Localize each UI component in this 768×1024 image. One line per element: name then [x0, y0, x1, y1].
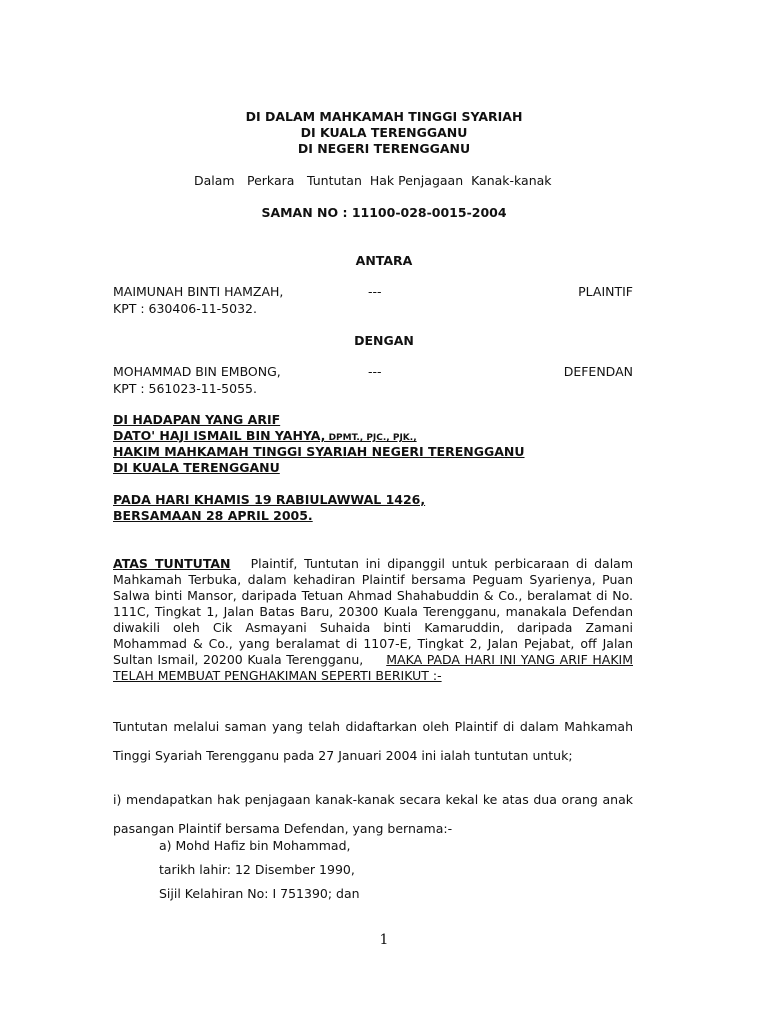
hearing-date-line2: BERSAMAAN 28 APRIL 2005. [113, 508, 313, 523]
child-a-certificate: Sijil Kelahiran No: I 751390; dan [159, 886, 360, 901]
before-judge-line3: HAKIM MAHKAMAH TINGGI SYARIAH NEGERI TERENGGANU [113, 444, 525, 459]
plaintiff-role: PLAINTIF [578, 284, 633, 299]
case-matter-word-dalam: Dalam [194, 173, 235, 188]
defendant-dash: --- [368, 364, 382, 379]
before-judge-line4: DI KUALA TERENGGANU [113, 460, 280, 475]
defendant-name: MOHAMMAD BIN EMBONG, [113, 364, 281, 379]
plaintiff-block [113, 284, 633, 318]
item-i-paragraph: i) mendapatkan hak penjagaan kanak-kanak secara kekal ke atas dua orang anak pasangan Plaintif bersama Defendan, yang bernama:- [113, 792, 633, 836]
case-matter-word-perkara: Perkara [247, 173, 295, 188]
case-matter-subject: Tuntutan Hak Penjagaan Kanak-kanak [307, 173, 552, 188]
summons-number: SAMAN NO : 11100-028-0015-2004 [261, 205, 507, 220]
defendant-role: DEFENDAN [563, 364, 633, 379]
defendant-kpt: KPT : 561023-11-5055. [113, 381, 257, 396]
antara-heading: ANTARA [355, 253, 413, 268]
claim-closing: MAKA PADA HARI INI YANG ARIF HAKIM TELAH MEMBUAT PENGHAKIMAN SEPERTI BERIKUT :- [113, 652, 633, 683]
child-a-name: a) Mohd Hafiz bin Mohammad, [159, 838, 351, 853]
defendant-block [113, 364, 633, 398]
dengan-heading: DENGAN [354, 333, 414, 348]
before-judge-line2 [113, 428, 417, 443]
intro-paragraph: Tuntutan melalui saman yang telah didaftarkan oleh Plaintif di dalam Mahkamah Tinggi Syariah Terengganu pada 27 Januari 2004 ini ialah tuntutan untuk; [113, 719, 633, 763]
hearing-date-line1: PADA HARI KHAMIS 19 RABIULAWWAL 1426, [113, 492, 426, 507]
child-a-dob: tarikh lahir: 12 Disember 1990, [159, 862, 355, 877]
court-name-line1: DI DALAM MAHKAMAH TINGGI SYARIAH [245, 109, 523, 124]
court-name-line3: DI NEGERI TERENGGANU [297, 141, 471, 156]
page-number: 1 [379, 932, 389, 948]
claim-body: Plaintif, Tuntutan ini dipanggil untuk perbicaraan di dalam Mahkamah Terbuka, dalam kehadiran Plaintif bersama Peguam Syarienya, Puan Salwa binti Mansor, daripada Tetuan Ahmad Shahabuddin & Co., beralamat di No. 111C, Tingkat 1, Jalan Batas Baru, 20300 Kuala Terengganu, manakala Defendan diwakili oleh Cik Asmayani Suhaida binti Kamaruddin, daripada Zamani Mohammad & Co., yang beralamat di 1107-E, Tingkat 2, Jalan Pejabat, off Jalan Sultan Ismail, 20200 Kuala Terengganu, [113, 556, 633, 667]
plaintiff-dash: --- [368, 284, 382, 299]
court-name-line2: DI KUALA TERENGGANU [300, 125, 468, 140]
judge-name: DATO' HAJI ISMAIL BIN YAHYA, [113, 428, 326, 443]
child-a-block [159, 834, 360, 906]
plaintiff-kpt: KPT : 630406-11-5032. [113, 301, 257, 316]
claim-lead: ATAS TUNTUTAN [113, 556, 231, 571]
judge-titles: DPMT., PJC., PJK., [325, 433, 417, 443]
plaintiff-name: MAIMUNAH BINTI HAMZAH, [113, 284, 284, 299]
before-judge-line1: DI HADAPAN YANG ARIF [113, 412, 281, 427]
claim-paragraph [113, 556, 633, 684]
